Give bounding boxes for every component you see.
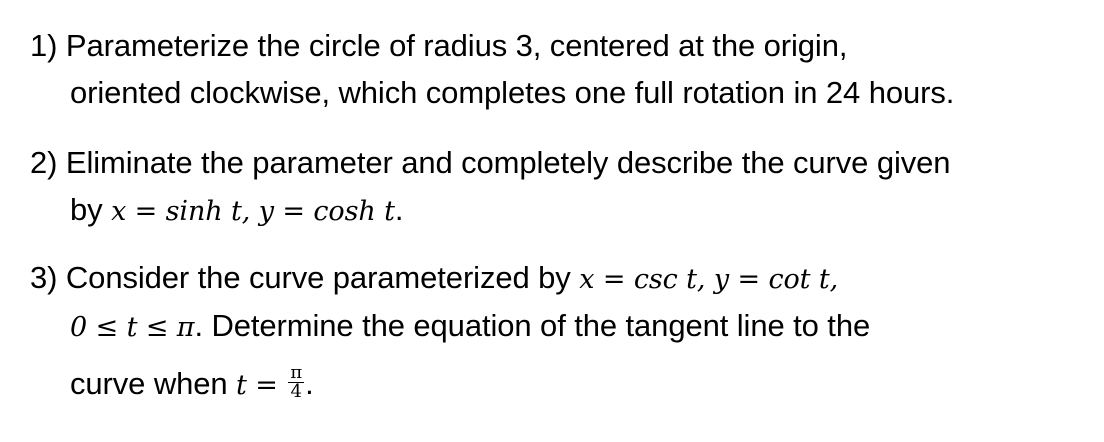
pi-over-4-fraction bbox=[288, 364, 304, 401]
problem-3-line-2 bbox=[70, 308, 870, 346]
problem-3-t-equals: t = bbox=[236, 370, 278, 401]
problem-3-period: . bbox=[305, 366, 314, 401]
problem-2-number: 2) bbox=[30, 145, 58, 180]
problem-3-line-3 bbox=[70, 362, 314, 404]
problem-1-line-1 bbox=[30, 28, 847, 64]
problem-3-text-line-1: Consider the curve parameterized by bbox=[65, 260, 571, 295]
problem-1-text-line-1: Parameterize the circle of radius 3, centered at the origin, bbox=[65, 28, 848, 63]
problem-3-line-1 bbox=[30, 260, 838, 298]
problem-1-text-line-2: oriented clockwise, which completes one full rotation in 24 hours. bbox=[70, 75, 955, 110]
problem-2-equation: x = sinh t, y = cosh t bbox=[111, 196, 395, 227]
problem-3-text-line-2: . Determine the equation of the tangent line to the bbox=[194, 308, 871, 343]
problem-3-text-line-3: curve when bbox=[70, 366, 228, 401]
problem-3-number: 3) bbox=[30, 260, 58, 295]
problem-1-number: 1) bbox=[30, 28, 58, 63]
fraction-denominator: 4 bbox=[290, 381, 302, 403]
problem-2-line-2 bbox=[70, 192, 403, 230]
problem-2-text-line-1: Eliminate the parameter and completely describe the curve given bbox=[65, 145, 951, 180]
problem-1-line-2 bbox=[70, 75, 954, 111]
problem-2-period: . bbox=[394, 192, 404, 227]
problem-3-interval: 0 ≤ t ≤ π bbox=[70, 312, 195, 343]
problem-3-equation: x = csc t, y = cot t, bbox=[579, 264, 839, 295]
problem-2-line-1 bbox=[30, 145, 950, 181]
fraction-numerator: π bbox=[290, 362, 303, 384]
problem-2-text-by: by bbox=[70, 192, 103, 227]
